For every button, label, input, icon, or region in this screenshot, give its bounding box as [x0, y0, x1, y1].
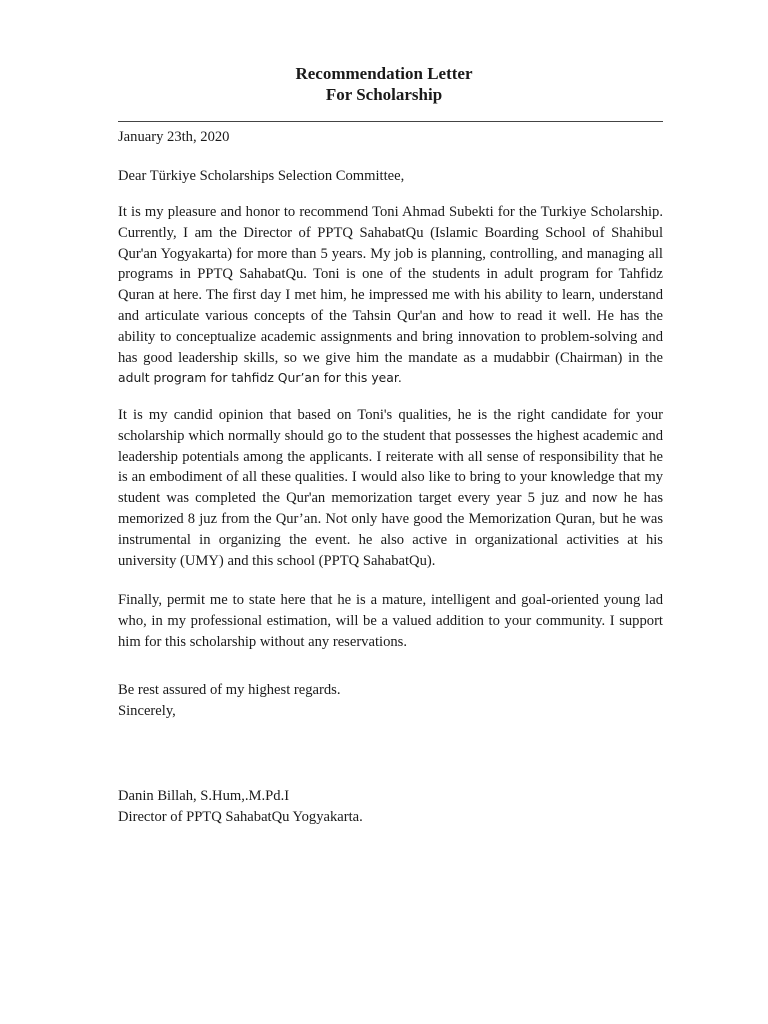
- paragraph-2: It is my candid opinion that based on Toni's qualities, he is the right candidate for your scholarship which normally should go to the student that possesses the highest academic and leadership potentials among the applicants. I reiterate with all sense of responsibility that he is an embodiment of all these qualities. I would also like to bring to your knowledge that my student was completed the Qur'an memorization target every year 5 juz and now he has memorized 8 juz from the Qur’an. Not only have good the Memorization Quran, but he was instrumental in organizing the event. he also active in organizational activities at his university (UMY) and this school (PPTQ SahabatQu).: [118, 407, 663, 569]
- paragraph-1-body: It is my pleasure and honor to recommend Toni Ahmad Subekti for the Turkiye Scholarship. Currently, I am the Director of PPTQ SahabatQu (Islamic Boarding School of Shahibul Qur'an Yogyakarta) for more than 5 years. My job is planning, controlling, and managing all programs in PPTQ SahabatQu. Toni is one of the students in adult program for Tahfidz Quran at here. The first day I met him, he impressed me with his ability to learn, understand and articulate various concepts of the Tahsin Qur'an and how to read it well. He has the ability to conceptualize academic assignments and bring innovation to problem-solving and has good leadership skills, so we give him the mandate as a mudabbir (Chairman) in the: [118, 204, 663, 366]
- closing: [118, 680, 663, 722]
- signer-title: Director of PPTQ SahabatQu Yogyakarta.: [118, 808, 363, 825]
- paragraph-1: [118, 202, 663, 389]
- salutation: Dear Türkiye Scholarships Selection Committee,: [118, 168, 405, 184]
- paragraph-3: Finally, permit me to state here that he is a mature, intelligent and goal-oriented young lad who, in my professional estimation, will be a valued addition to your community. I support him for this scholarship without any reservations.: [118, 592, 663, 650]
- paragraph-1-tail: adult program for tahfidz Qur’an for this year.: [118, 370, 402, 386]
- letter-date: January 23th, 2020: [118, 129, 230, 145]
- signature-block: [118, 786, 663, 828]
- signer-name: Danin Billah, S.Hum,.M.Pd.I: [118, 788, 290, 804]
- title-line-1: Recommendation Letter: [295, 64, 473, 83]
- title-line-2: For Scholarship: [325, 85, 443, 104]
- closing-line-2: Sincerely,: [118, 702, 176, 719]
- title-divider: [118, 121, 663, 122]
- letter-title: [0, 63, 768, 105]
- closing-line-1: Be rest assured of my highest regards.: [118, 682, 341, 698]
